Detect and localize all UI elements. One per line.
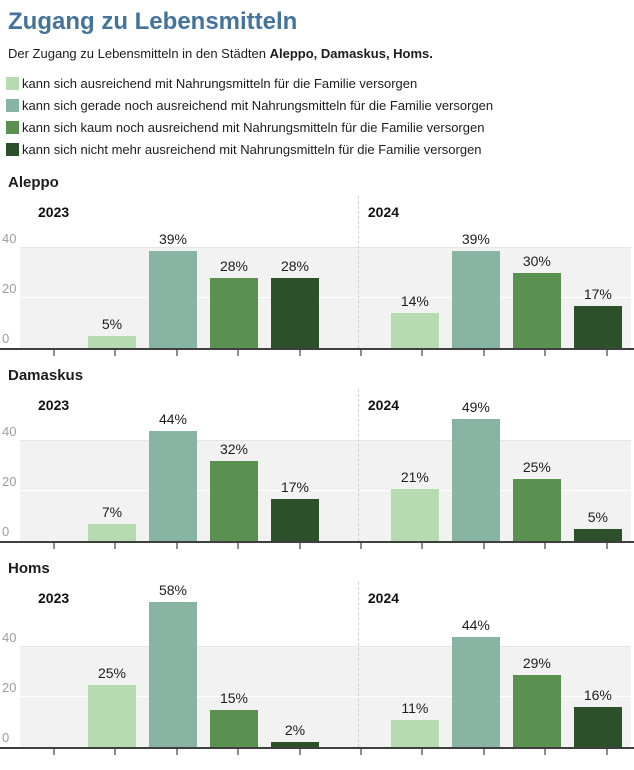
bar-value-label: 58% <box>158 582 188 598</box>
bar-value-label: 28% <box>219 258 249 274</box>
chart-section-aleppo <box>2 174 631 357</box>
legend-swatch-icon <box>6 99 19 112</box>
x-tick-mark <box>237 543 239 549</box>
x-tick-mark <box>544 749 546 755</box>
year-label: 2024 <box>367 204 400 220</box>
legend-label: kann sich nicht mehr ausreichend mit Nahrungsmitteln für die Familie versorgen <box>22 142 482 157</box>
plot-area <box>20 196 631 348</box>
legend-item <box>6 99 631 112</box>
bar <box>271 258 319 348</box>
x-tick-mark <box>114 350 116 356</box>
bar-value-label: 7% <box>101 503 123 520</box>
x-tick-mark <box>53 749 55 755</box>
year-label: 2023 <box>38 204 70 220</box>
bar-value-label: 15% <box>219 689 249 706</box>
x-tick-mark <box>176 350 178 356</box>
x-tick-mark <box>114 749 116 755</box>
subtitle-text: Der Zugang zu Lebensmitteln in den Städten <box>8 46 270 61</box>
y-axis-label: 40 <box>2 231 17 246</box>
x-tick-mark <box>421 749 423 755</box>
x-tick-mark <box>176 749 178 755</box>
city-heading: Damaskus <box>8 367 84 384</box>
subtitle-cities: Aleppo, Damaskus, Homs. <box>269 46 433 61</box>
x-tick-mark <box>114 543 116 549</box>
bar-value-label: 44% <box>158 411 188 427</box>
chart-body <box>2 196 631 357</box>
city-heading: Aleppo <box>8 174 59 191</box>
bar <box>513 253 561 348</box>
legend-item <box>6 143 631 156</box>
legend-swatch-icon <box>6 143 19 156</box>
bar <box>513 654 561 748</box>
year-label: 2023 <box>38 590 70 606</box>
x-axis-line <box>0 747 634 749</box>
bar-value-label: 16% <box>583 687 612 703</box>
bar-value-label: 25% <box>522 458 551 475</box>
x-tick-mark <box>237 749 239 755</box>
bar <box>513 458 561 542</box>
y-axis-label: 20 <box>2 680 17 695</box>
year-label: 2024 <box>367 590 400 606</box>
plot-area <box>20 389 631 541</box>
page-title: Zugang zu Lebensmitteln <box>8 8 298 35</box>
bar-value-label: 29% <box>522 654 551 671</box>
bar-group <box>20 411 358 541</box>
x-tick-mark <box>606 749 608 755</box>
bar <box>88 503 136 542</box>
legend-swatch-icon <box>6 77 19 90</box>
x-tick-mark <box>360 543 362 549</box>
chart-body <box>2 389 631 550</box>
x-tick-mark <box>176 543 178 549</box>
panel-2024 <box>358 582 631 747</box>
bar <box>210 689 258 748</box>
bar <box>391 699 439 748</box>
bar <box>210 258 258 348</box>
x-tick-mark <box>483 543 485 549</box>
x-tick-mark <box>606 543 608 549</box>
subtitle <box>8 46 631 61</box>
x-tick-mark <box>299 749 301 755</box>
year-label: 2023 <box>38 397 70 413</box>
legend-item <box>6 77 631 90</box>
y-axis-label: 0 <box>2 524 10 539</box>
x-axis-line <box>0 541 634 543</box>
bar-value-label: 14% <box>400 293 429 309</box>
panel-2024 <box>358 196 631 348</box>
legend-swatch-icon <box>6 121 19 134</box>
bar-value-label: 5% <box>587 508 608 525</box>
bar-group <box>20 230 358 349</box>
charts <box>2 174 631 756</box>
bar-value-label: 17% <box>583 285 612 302</box>
bar-value-label: 21% <box>400 468 429 485</box>
legend-label: kann sich gerade noch ausreichend mit Nahrungsmitteln für die Familie versorgen <box>22 98 494 113</box>
x-axis-line <box>0 348 634 350</box>
bar <box>574 508 622 542</box>
bar <box>391 468 439 542</box>
bar <box>391 293 439 348</box>
bar <box>452 230 500 349</box>
legend-label: kann sich kaum noch ausreichend mit Nahrungsmitteln für die Familie versorgen <box>22 120 485 135</box>
bar-value-label: 44% <box>461 617 490 633</box>
panel-separator <box>358 582 359 747</box>
x-tick-mark <box>421 350 423 356</box>
bar <box>149 230 197 349</box>
bar-value-label: 39% <box>158 230 188 247</box>
x-tick-mark <box>483 350 485 356</box>
bar-value-label: 11% <box>401 699 429 716</box>
chart-section-homs <box>2 560 631 756</box>
y-axis-label: 20 <box>2 281 17 296</box>
panel-separator <box>358 389 359 541</box>
legend <box>6 77 631 156</box>
bar <box>452 398 500 542</box>
x-tick-mark <box>53 350 55 356</box>
bar-value-label: 5% <box>101 315 123 332</box>
bar <box>210 441 258 541</box>
bar <box>149 582 197 747</box>
panel-2023 <box>20 196 358 348</box>
x-tick-mark <box>421 543 423 549</box>
bar-group <box>358 230 631 349</box>
y-axis-label: 40 <box>2 424 17 439</box>
x-tick-mark <box>53 543 55 549</box>
x-tick-mark <box>360 749 362 755</box>
panel-2024 <box>358 389 631 541</box>
y-axis-label: 20 <box>2 474 17 489</box>
bar <box>271 478 319 542</box>
x-tick-mark <box>544 350 546 356</box>
bar-value-label: 17% <box>280 478 310 495</box>
bar-value-label: 49% <box>461 398 490 415</box>
bar-value-label: 2% <box>284 722 306 738</box>
y-axis-label: 40 <box>2 630 17 645</box>
panel-2023 <box>20 389 358 541</box>
x-tick-mark <box>237 350 239 356</box>
bar <box>574 285 622 349</box>
bar <box>88 315 136 349</box>
bar-value-label: 39% <box>461 230 490 247</box>
panel-separator <box>358 196 359 348</box>
bar <box>452 617 500 747</box>
year-label: 2024 <box>367 397 400 413</box>
plot-area <box>20 582 631 747</box>
bar-value-label: 30% <box>522 253 551 269</box>
bar-value-label: 32% <box>219 441 249 457</box>
x-tick-mark <box>544 543 546 549</box>
bar-value-label: 28% <box>280 258 310 274</box>
y-axis-label: 0 <box>2 730 10 745</box>
bar <box>149 411 197 541</box>
panel-2023 <box>20 582 358 747</box>
x-tick-mark <box>299 350 301 356</box>
chart-section-damaskus <box>2 367 631 550</box>
x-tick-mark <box>483 749 485 755</box>
city-heading: Homs <box>8 560 50 577</box>
bar <box>88 664 136 748</box>
x-tick-mark <box>360 350 362 356</box>
bar-value-label: 25% <box>97 664 127 681</box>
chart-body <box>2 582 631 756</box>
legend-label: kann sich ausreichend mit Nahrungsmitteln für die Familie versorgen <box>22 76 418 91</box>
x-tick-mark <box>299 543 301 549</box>
bar-group <box>358 617 631 747</box>
x-tick-mark <box>606 350 608 356</box>
bar <box>574 687 622 747</box>
y-axis-label: 0 <box>2 331 10 346</box>
legend-item <box>6 121 631 134</box>
